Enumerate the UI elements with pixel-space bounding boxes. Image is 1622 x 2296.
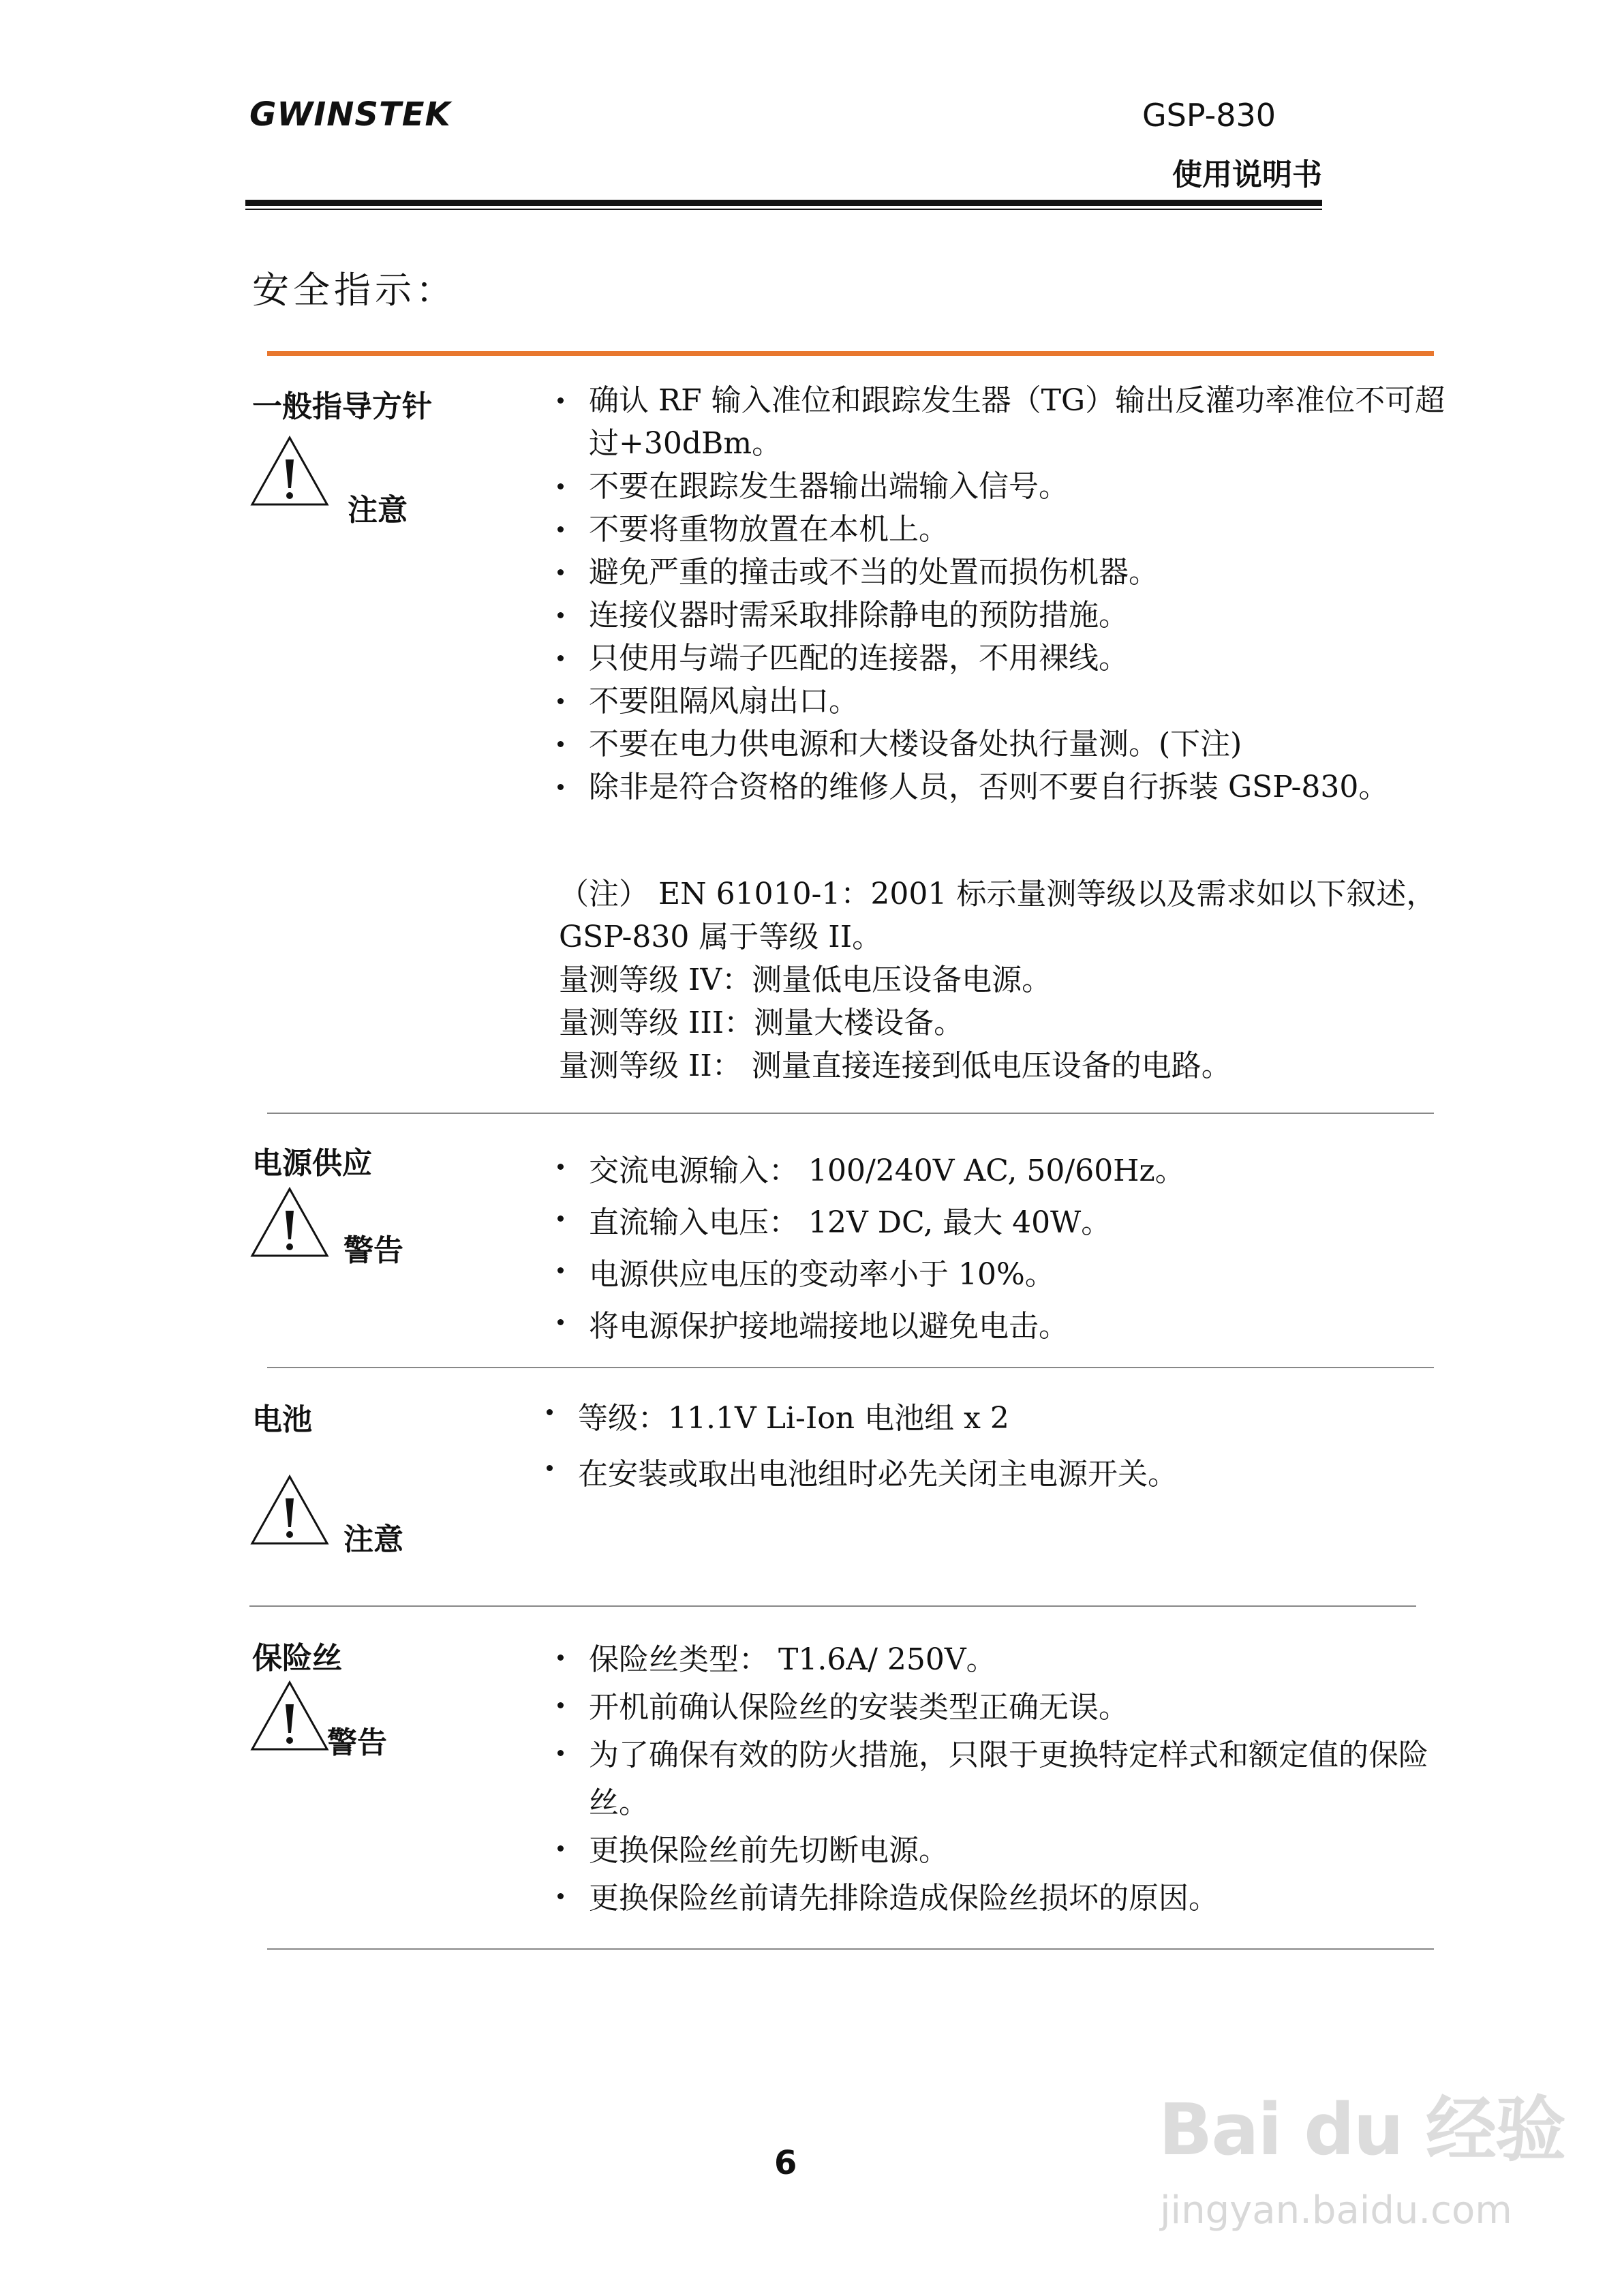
list-item: 连接仪器时需采取排除静电的预防措施。	[553, 594, 1453, 637]
section-divider	[249, 1605, 1416, 1607]
note-line: （注） EN 61010-1：2001 标示量测等级以及需求如以下叙述，	[559, 877, 1437, 911]
list-item: 为了确保有效的防火措施，只限于更换特定样式和额定值的保险丝。	[553, 1732, 1453, 1827]
section-label-power: 电源供应	[252, 1146, 372, 1181]
battery-list	[542, 1391, 1442, 1502]
list-item: 直流输入电压： 12V DC, 最大 40W。	[553, 1197, 1453, 1249]
list-item: 只使用与端子匹配的连接器，不用裸线。	[553, 637, 1453, 680]
list-item: 不要在跟踪发生器输出端输入信号。	[553, 465, 1453, 508]
section-rule	[267, 351, 1434, 356]
standard-note	[559, 873, 1436, 1087]
general-list	[553, 379, 1453, 809]
section-label-fuse: 保险丝	[252, 1641, 342, 1676]
list-item: 开机前确认保险丝的安装类型正确无误。	[553, 1684, 1453, 1732]
note-line: 量测等级 IV：测量低电压设备电源。	[559, 963, 1052, 997]
list-item: 除非是符合资格的维修人员，否则不要自行拆装 GSP-830。	[553, 766, 1453, 809]
manual-title: 使用说明书	[1172, 157, 1322, 192]
caution-label-general: 注意	[348, 493, 408, 528]
caution-label-battery: 注意	[343, 1522, 403, 1557]
caution-icon	[249, 1474, 330, 1547]
warning-icon	[249, 1680, 330, 1753]
list-item: 不要在电力供电源和大楼设备处执行量测。(下注)	[553, 723, 1453, 766]
note-line: 量测等级 III：测量大楼设备。	[559, 1006, 964, 1040]
list-item: 保险丝类型： T1.6A/ 250V。	[553, 1636, 1453, 1684]
watermark-url: jingyan.baidu.com	[1160, 2188, 1512, 2233]
watermark-logo: Bai du 经验	[1159, 2088, 1565, 2171]
model-name: GSP-830	[1142, 97, 1276, 134]
warning-icon	[249, 1186, 330, 1260]
brand-logo: GWINSTEK	[249, 95, 451, 134]
list-item: 不要将重物放置在本机上。	[553, 508, 1453, 551]
list-item: 避免严重的撞击或不当的处置而损伤机器。	[553, 551, 1453, 594]
page-number: 6	[774, 2144, 797, 2182]
power-list	[553, 1145, 1453, 1353]
list-item: 不要阻隔风扇出口。	[553, 680, 1453, 723]
page-title: 安全指示：	[252, 269, 457, 312]
list-item: 等级：11.1V Li-Ion 电池组 x 2	[542, 1391, 1442, 1447]
section-label-general: 一般指导方针	[252, 389, 432, 424]
list-item: 将电源保护接地端接地以避免电击。	[553, 1301, 1453, 1353]
list-item: 电源供应电压的变动率小于 10%。	[553, 1249, 1453, 1301]
header-rule-thin	[245, 209, 1322, 210]
fuse-list	[553, 1636, 1453, 1922]
list-item: 交流电源输入： 100/240V AC, 50/60Hz。	[553, 1145, 1453, 1197]
section-divider	[267, 1113, 1434, 1114]
note-line: 量测等级 II： 测量直接连接到低电压设备的电路。	[559, 1048, 1231, 1083]
list-item: 更换保险丝前先切断电源。	[553, 1827, 1453, 1875]
caution-label-power: 警告	[343, 1233, 403, 1268]
section-divider	[267, 1367, 1434, 1368]
section-divider	[267, 1948, 1434, 1950]
caution-icon	[249, 435, 330, 509]
note-line: GSP-830 属于等级 II。	[559, 920, 883, 954]
caution-label-fuse: 警告	[327, 1725, 387, 1760]
list-item: 确认 RF 输入准位和跟踪发生器（TG）输出反灌功率准位不可超过+30dBm。	[553, 379, 1453, 465]
section-label-battery: 电池	[252, 1402, 312, 1437]
header-rule	[245, 200, 1322, 206]
list-item: 更换保险丝前请先排除造成保险丝损坏的原因。	[553, 1875, 1453, 1922]
list-item: 在安装或取出电池组时必先关闭主电源开关。	[542, 1447, 1442, 1502]
